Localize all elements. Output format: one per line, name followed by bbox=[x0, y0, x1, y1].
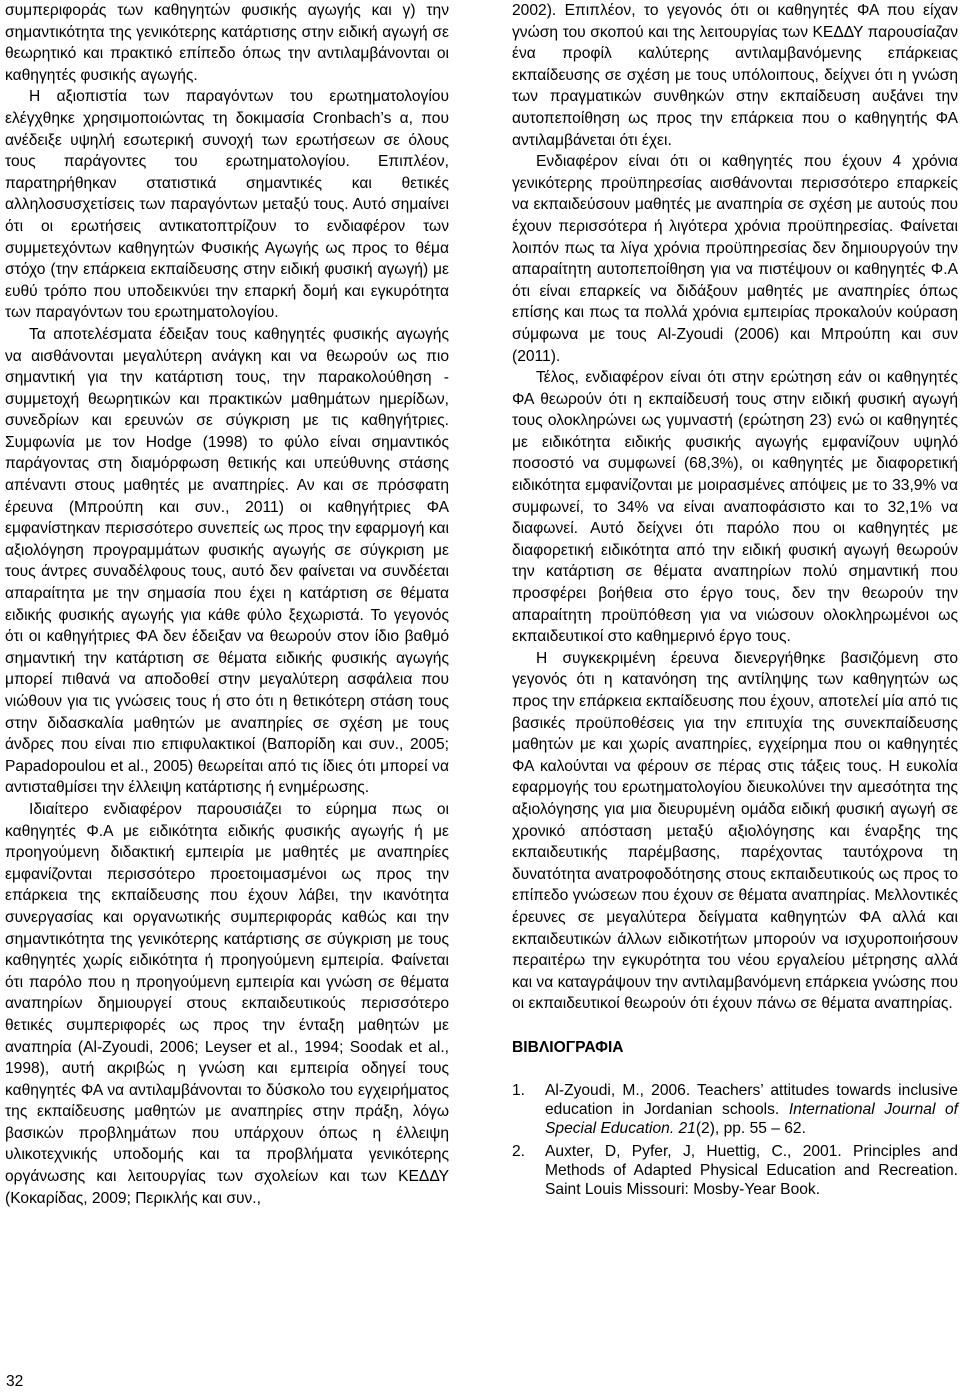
paragraph: Ενδιαφέρον είναι ότι οι καθηγητές που έχουν 4 χρόνια γενικότερης προϋπηρεσίας αισθάνονται περισσότερο επαρκείς να εκπαιδεύσουν μαθητές με αναπηρία σε σχέση με αυτούς που έχουν περισσότερα ή λιγότερα χρόνια προϋπηρεσίας. Φαίνεται λοιπόν πως τα λίγα χρόνια προϋπηρεσίας δεν δημιουργούν την απαραίτητη αυτοπεποίθηση για να πιστέψουν οι καθηγητές Φ.Α ότι είναι επαρκείς να διδάξουν μαθητές με αναπηρίες όπως επίσης και πως τα πολλά χρόνια εμπειρίας προκαλούν κούραση σύμφωνα με τους Al-Zyoudi (2006) και Μπρούπη και συν (2011). bbox=[512, 153, 958, 365]
reference-list bbox=[512, 1081, 958, 1199]
reference-text: Auxter, D, Pyfer, J, Huettig, C., 2001. Principles and Methods of Adapted Physical Education and Recreation. Saint Louis Missouri: Mosby-Year Book. bbox=[545, 1142, 958, 1198]
reference-number: 1. bbox=[512, 1081, 526, 1099]
left-column bbox=[5, 0, 449, 1209]
paragraph: 2002). Επιπλέον, το γεγονός ότι οι καθηγητές ΦΑ που είχαν γνώση του σκοπού και της λειτουργίας των ΚΕΔΔΥ παρουσίαζαν ένα προφίλ καλύτερης αντιλαμβανόμενης επάρκειας εκπαίδευσης σε σχέση με τους υπόλοιπους, δείχνει ότι η γνώση των πραγματικών συνθηκών στην εκπαίδευση αυξάνει την αυτοπεποίθηση ως προς την επάρκεια που ο καθηγητής ΦΑ αντιλαμβάνεται ότι έχει. bbox=[512, 2, 958, 149]
reference-pages: (2), pp. 55 – 62. bbox=[695, 1119, 806, 1137]
right-column bbox=[512, 0, 958, 1203]
paragraph: Τα αποτελέσματα έδειξαν τους καθηγητές φυσικής αγωγής να αισθάνονται μεγαλύτερη ανάγκη και να θεωρούν ως πιο σημαντική για την κατάρτιση τους, την παρακολούθηση - συμμετοχή θεωρητικών και πρακτικών μαθημάτων ημερίδων, συνεδρίων και ερευνών σε σύγκριση με τις καθηγήτριες. Συμφωνία με τον Hodge (1998) το φύλο είναι σημαντικός παράγοντας στη διαμόρφωση θετικής και υπεύθυνης στάσης απέναντι στους μαθητές με αναπηρίες. Αν και σε πρόσφατη έρευνα (Μπρούπη και συν., 2011) οι καθηγήτριες ΦΑ εμφανίστηκαν περισσότερο συνεπείς ως προς την εφαρμογή και αξιολόγηση προγραμμάτων φυσικής αγωγής σε σύγκριση με τους άντρες συναδέλφους τους, αυτό δεν φαίνεται να συνδέεται απαραίτητα με την σημασία που έχει η κατάρτιση σε θέματα ειδικής φυσικής αγωγής για κάθε φύλο ξεχωριστά. Το γεγονός ότι οι καθηγήτριες ΦΑ δεν έδειξαν να θεωρούν στον ίδιο βαθμό σημαντική την κατάρτιση σε θέματα ειδικής φυσικής αγωγής μπορεί πιθανά να αποδοθεί στην μεγαλύτερη ασφάλεια που νιώθουν για τις γνώσεις τους ή στο ότι η θετικότερη στάση τους στην διδασκαλία μαθητών με αναπηρίες σε σχέση με τους άνδρες που είναι πιο επιφυλακτικοί (Βαπορίδη και συν., 2005; Papadopoulou et al., 2005) θεωρείται από τις ίδιες ότι μπορεί να αντισταθμίσει την έλλειψη κατάρτισης ή ενημέρωσης. bbox=[5, 325, 449, 797]
paragraph: Η συγκεκριμένη έρευνα διενεργήθηκε βασιζόμενη στο γεγονός ότι η κατανόηση της αντίληψης των καθηγητών ως προς την επάρκεια εκπαίδευσης που έχουν, αποτελεί μία από τις βασικές προϋποθέσεις για την επιτυχία της συνεκπαίδευσης μαθητών με και χωρίς αναπηρίες, εγχείρημα που οι καθηγητές ΦΑ καλούνται να φέρουν σε πέρας στις τάξεις τους. Η ευκολία εφαρμογής του ερωτηματολογίου διευκολύνει την αμεσότητα της αξιολόγησης για μια διευρυμένη ομάδα ειδική φυσική αγωγή σε χρονικό απόσταση μεταξύ αξιολόγησης και έναρξης της εκπαιδευτικής παρέμβασης, παρέχοντας ταυτόχρονα τη δυνατότητα ανατροφοδότησης στους εκπαιδευτικούς ως προς το επίπεδο γνώσεων που έχουν σε θέματα αναπηρίας. Μελλοντικές έρευνες σε μεγαλύτερα δείγματα καθηγητών ΦΑ αλλά και εκπαιδευτικών άλλων ειδικοτήτων μπορούν να ισχυροποιήσουν περαιτέρω την εγκυρότητα του νέου εργαλείου μέτρησης αλλά και να καταγράψουν την αντιλαμβανόμενη επάρκεια γνώσης που οι εκπαιδευτικοί θεωρούν ότι έχουν πάνω σε θέματα αναπηρίας. bbox=[512, 649, 959, 1013]
reference-item bbox=[512, 1081, 958, 1138]
paragraph: συμπεριφοράς των καθηγητών φυσικής αγωγής και γ) την σημαντικότητα της γενικότερης κατάρτισης στην ειδική αγωγή σε θεωρητικό και πρακτικό επίπεδο όπως την αντιλαμβάνονται οι καθηγητές φυσικής αγωγής. bbox=[5, 2, 449, 84]
reference-text: Al-Zyoudi, M., 2006. Teachers’ attitudes towards inclusive education in Jordanian schools. bbox=[545, 1081, 958, 1118]
page-number: 32 bbox=[6, 1373, 24, 1390]
reference-journal: International Journal of Special Education. 21 bbox=[545, 1100, 959, 1137]
paragraph: Ιδιαίτερο ενδιαφέρον παρουσιάζει το εύρημα πως οι καθηγητές Φ.Α με ειδικότητα ειδικής φυσικής αγωγής ή με προηγούμενη διδακτική εμπειρία με μαθητές με αναπηρίες εμφανίζονται περισσότερο προετοιμασμένοι ως προς την επάρκεια της εκπαίδευσης που έχουν λάβει, την ικανότητα συνεργασίας και οργανωτικής συμπεριφοράς καθώς και την σημαντικότητα της γενικότερης κατάρτισης σε σύγκριση με τους καθηγητές χωρίς ειδικότητα ή προηγούμενη εμπειρία. Φαίνεται ότι παρόλο που η προηγούμενη εμπειρία και γνώση σε θέματα αναπηρίων δημιουργεί στους εκπαιδευτικούς περισσότερο θετικές συμπεριφορές ως προς την ένταξη μαθητών με αναπηρία (Al-Zyoudi, 2006; Leyser et al., 1994; Soodak et al., 1998), αυτή ακριβώς η γνώση και εμπειρία οδηγεί τους καθηγητές ΦΑ να αντιλαμβάνονται το δύσκολο του εγχειρήματος της εκπαίδευσης μαθητών με αναπηρίες στην πράξη, λόγω βασικών προβλημάτων που υπάρχουν όπως η έλλειψη υλικοτεχνικής υποδομής και τα προβλήματα γενικότερης οργάνωσης και λειτουργίας των σχολείων και των ΚΕΔΔΥ (Κοκαρίδας, 2009; Περικλής και συν., bbox=[5, 800, 449, 1207]
paragraph: Η αξιοπιστία των παραγόντων του ερωτηματολογίου ελέγχθηκε χρησιμοποιώντας τη δοκιμασία Cronbach’s α, που ανέδειξε υψηλή εσωτερική συνοχή των ερωτήσεων σε όλους τους παράγοντες του ερωτηματολογίου. Επιπλέον, παρατηρήθηκαν στατιστικά σημαντικές και θετικές αλληλοσυσχετίσεις των παραγόντων μεταξύ τους. Αυτό σημαίνει ότι οι ερωτήσεις αντικατοπτρίζουν το ενδιαφέρον των συμμετεχόντων καθηγητών Φυσικής Αγωγής ως προς το θέμα στόχο (την επάρκεια εκπαίδευσης στην ειδική φυσική αγωγή) με ευθύ τρόπο που υποδεικνύει την επαρκή δομή και εγκυρότητα των παραγόντων του ερωτηματολογίου. bbox=[5, 88, 449, 322]
reference-number: 2. bbox=[512, 1142, 526, 1160]
paragraph: Τέλος, ενδιαφέρον είναι ότι στην ερώτηση εάν οι καθηγητές ΦΑ θεωρούν ότι η εκπαίδευσή τους στην ειδική φυσική αγωγή τους ολοκληρώνει ως γυμναστή (ερώτηση 23) ενώ οι καθηγητές με ειδικότητα ειδικής φυσικής αγωγής εμφανίζουν υψηλό ποσοστό να συμφωνεί (68,3%), οι καθηγητές με διαφορετική ειδικότητα εμφανίζονται με μοιρασμένες απόψεις με το 33,9% να συμφωνεί, το 34% να είναι αναποφάσιστο και το 32,1% να διαφωνεί. Αυτό δείχνει ότι παρόλο που οι καθηγητές με διαφορετική ειδικότητα από την ειδική φυσική αγωγή θεωρούν την κατάρτιση σε θέματα αναπηρίων πολύ σημαντική που προσφέρει βοήθεια στο έργο τους, δεν την θεωρούν την απαραίτητη προϋπόθεση για να νιώσουν ολοκληρωμένοι ως εκπαιδευτικοί στο καθημερινό έργο τους. bbox=[512, 369, 958, 646]
reference-item bbox=[512, 1142, 958, 1199]
bibliography-heading: ΒΙΒΛΙΟΓΡΑΦΙΑ bbox=[512, 1038, 624, 1056]
